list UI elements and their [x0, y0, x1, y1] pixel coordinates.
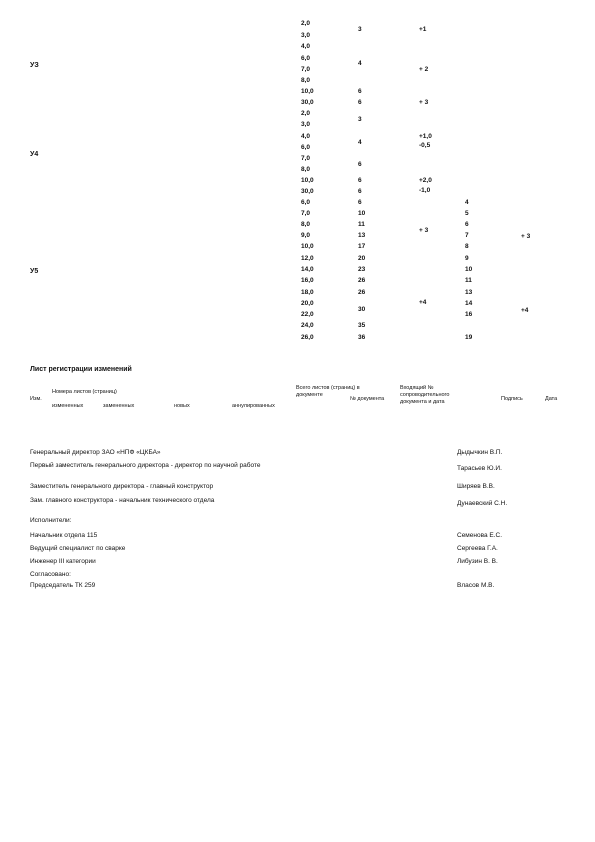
col3-cell: + 3	[419, 99, 429, 106]
col1-cell: 10,0	[301, 88, 314, 95]
col2-cell: 35	[358, 322, 366, 329]
signature-name: Семенова Е.С.	[457, 532, 503, 539]
col4-cell: 11	[465, 277, 472, 284]
col4-cell: 7	[465, 232, 469, 239]
col2-cell: 13	[358, 232, 366, 239]
col2-cell: 11	[358, 221, 365, 228]
group-label-u4: У4	[30, 151, 39, 158]
col2-cell: 23	[358, 266, 366, 273]
col4-cell: 14	[465, 300, 473, 307]
header-sheet-numbers: Номера листов (страниц)	[52, 389, 117, 395]
signature-position: Заместитель генерального директора - главный конструктор	[30, 483, 214, 490]
col1-cell: 2,0	[301, 110, 311, 117]
col1-cell: 18,0	[301, 289, 314, 296]
signature-section-label: Исполнители:	[30, 517, 72, 524]
register-title: Лист регистрации изменений	[30, 366, 132, 373]
signature-position: Начальник отдела 115	[30, 532, 98, 539]
col2-cell: 36	[358, 334, 366, 341]
header-annulled: аннулированных	[232, 403, 275, 409]
header-date: Дата	[545, 396, 558, 402]
group-label-u5: У5	[30, 268, 39, 275]
col3-cell: +4	[419, 299, 427, 306]
header-incoming-doc: Входящий № сопроводительного документа и дата	[400, 385, 450, 405]
col1-cell: 14,0	[301, 266, 314, 273]
header-total-sheets: Всего листов (страниц) в документе	[296, 385, 360, 398]
col1-cell: 8,0	[301, 221, 311, 228]
col2-cell: 10	[358, 210, 366, 217]
col3-cell: + 2	[419, 66, 429, 73]
col1-cell: 6,0	[301, 199, 311, 206]
col4-cell: 16	[465, 311, 473, 318]
col2-cell: 20	[358, 255, 366, 262]
col1-cell: 3,0	[301, 32, 311, 39]
col3-cell: +2,0	[419, 177, 432, 184]
signature-position: Зам. главного конструктора - начальник технического отдела	[30, 497, 215, 504]
col4-cell: 6	[465, 221, 469, 228]
col1-cell: 30,0	[301, 188, 314, 195]
col2-cell: 6	[358, 161, 362, 168]
col4-cell: 9	[465, 255, 469, 262]
col4-cell: 13	[465, 289, 473, 296]
header-izm: Изм.	[30, 396, 42, 402]
col4-cell: 19	[465, 334, 473, 341]
signature-name: Сергеева Г.А.	[457, 545, 498, 552]
col1-cell: 10,0	[301, 177, 314, 184]
col1-cell: 8,0	[301, 166, 311, 173]
col3-cell: -0,5	[419, 142, 431, 149]
col1-cell: 24,0	[301, 322, 314, 329]
col2-cell: 4	[358, 139, 362, 146]
col2-cell: 6	[358, 177, 362, 184]
col2-cell: 26	[358, 277, 366, 284]
col2-cell: 6	[358, 188, 362, 195]
col3-cell: + 3	[419, 227, 429, 234]
col1-cell: 7,0	[301, 210, 311, 217]
col2-cell: 4	[358, 60, 362, 67]
signature-position: Генеральный директор ЗАО «НПФ «ЦКБА»	[30, 449, 161, 456]
col1-cell: 26,0	[301, 334, 314, 341]
col1-cell: 10,0	[301, 243, 314, 250]
col1-cell: 7,0	[301, 155, 311, 162]
header-new: новых	[174, 403, 190, 409]
signature-position: Председатель ТК 259	[30, 582, 96, 589]
col2-cell: 3	[358, 26, 362, 33]
col1-cell: 4,0	[301, 133, 311, 140]
col2-cell: 6	[358, 199, 362, 206]
col2-cell: 3	[358, 116, 362, 123]
col5-cell: +4	[521, 307, 529, 314]
col1-cell: 30,0	[301, 99, 314, 106]
col2-cell: 6	[358, 88, 362, 95]
signature-position: Инженер III категории	[30, 558, 96, 565]
col1-cell: 12,0	[301, 255, 314, 262]
col1-cell: 9,0	[301, 232, 311, 239]
signature-name: Либузин В. В.	[457, 558, 498, 565]
signature-name: Дыдычкин В.П.	[457, 449, 503, 456]
col1-cell: 4,0	[301, 43, 311, 50]
header-doc-number: № документа	[350, 396, 385, 402]
col1-cell: 7,0	[301, 66, 311, 73]
col1-cell: 22,0	[301, 311, 314, 318]
col4-cell: 10	[465, 266, 473, 273]
col1-cell: 6,0	[301, 55, 311, 62]
col4-cell: 5	[465, 210, 469, 217]
col1-cell: 6,0	[301, 144, 311, 151]
col3-cell: +1,0	[419, 133, 432, 140]
col1-cell: 16,0	[301, 277, 314, 284]
signature-position: Ведущий специалист по сварке	[30, 545, 126, 552]
signature-name: Дунаевский С.Н.	[457, 500, 508, 507]
col5-cell: + 3	[521, 233, 531, 240]
col3-cell: +1	[419, 26, 427, 33]
col3-cell: -1,0	[419, 187, 431, 194]
col1-cell: 3,0	[301, 121, 311, 128]
signature-position: Первый заместитель генерального директора - директор по научной работе	[30, 462, 261, 469]
col4-cell: 4	[465, 199, 469, 206]
col1-cell: 8,0	[301, 77, 311, 84]
signature-name: Ширяев В.В.	[457, 483, 495, 490]
signature-name: Тарасьев Ю.И.	[457, 465, 502, 472]
col2-cell: 30	[358, 306, 366, 313]
col2-cell: 26	[358, 289, 366, 296]
col1-cell: 2,0	[301, 20, 311, 27]
col1-cell: 20,0	[301, 300, 314, 307]
col2-cell: 6	[358, 99, 362, 106]
header-changed: измененных	[52, 403, 84, 409]
signature-section-label: Согласовано:	[30, 571, 71, 578]
col2-cell: 17	[358, 243, 366, 250]
group-label-u3: УЗ	[30, 62, 39, 69]
header-signature: Подпись	[501, 396, 523, 402]
signature-name: Власов М.В.	[457, 582, 495, 589]
header-replaced: замененных	[103, 403, 135, 409]
col4-cell: 8	[465, 243, 469, 250]
